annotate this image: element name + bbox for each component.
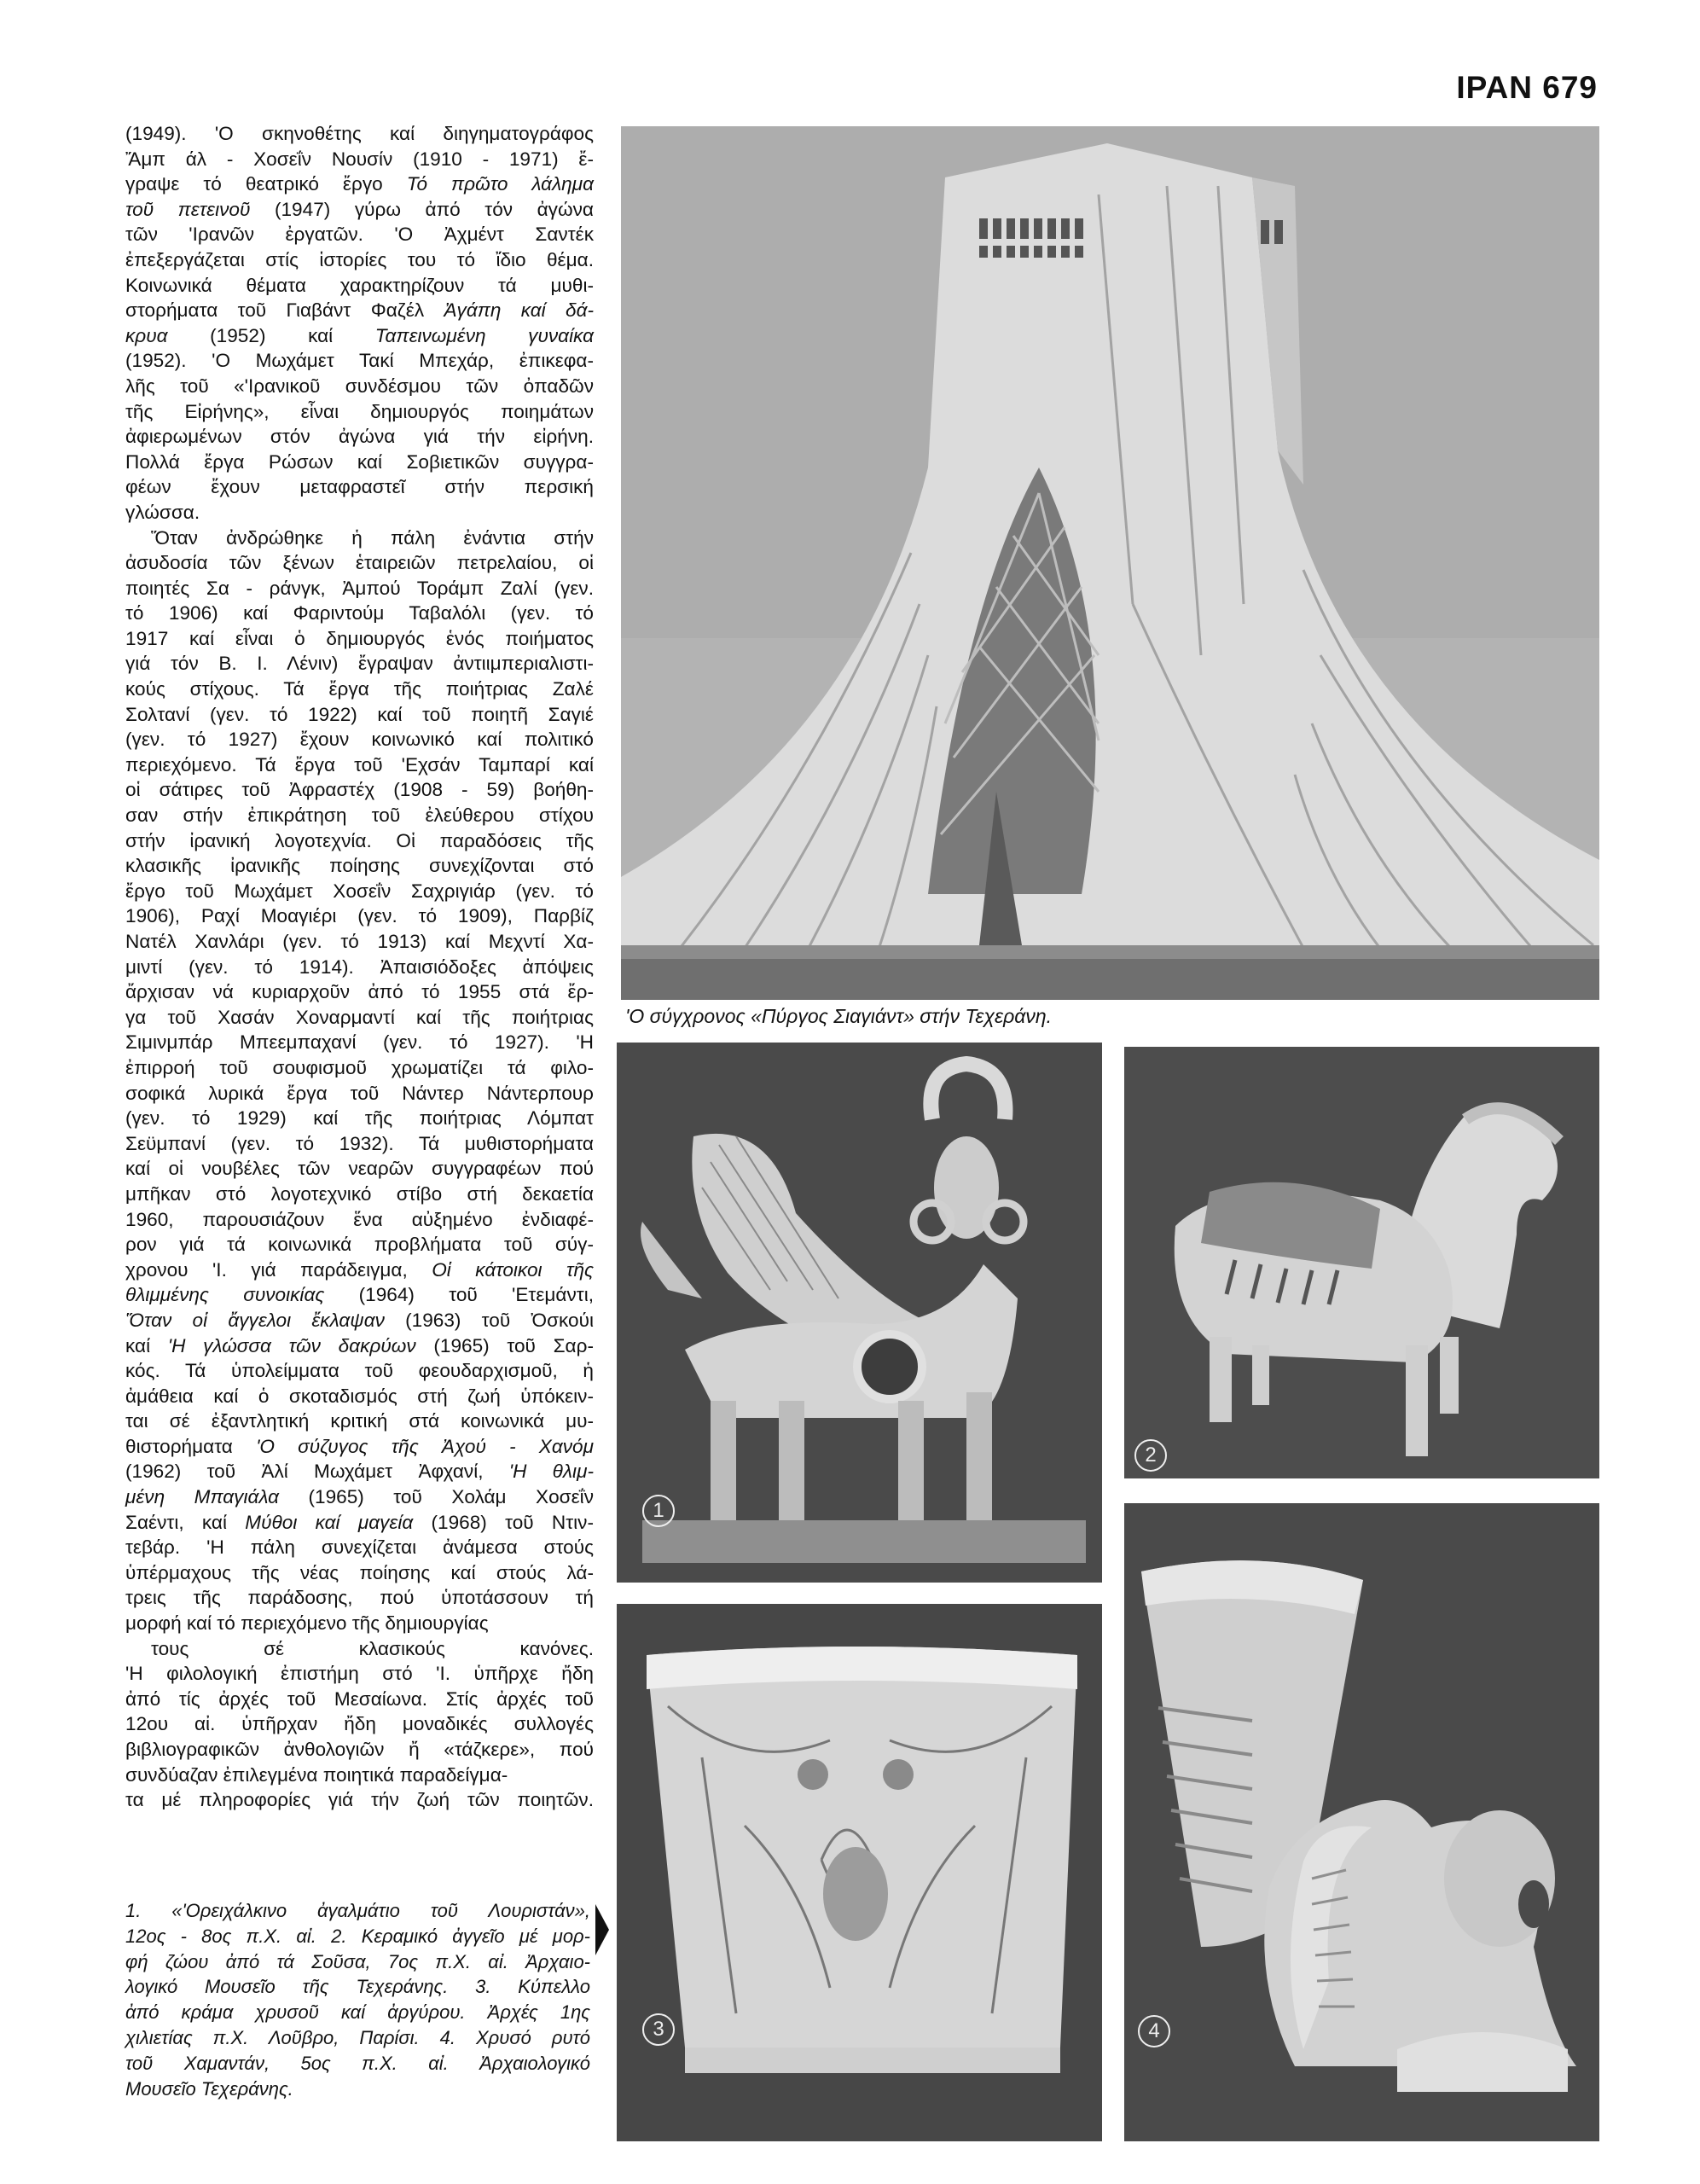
body-text-line: μπῆκαν στό λογοτεχνικό στίβο στή δεκαετία	[125, 1182, 594, 1205]
figure-number-badge: 3	[642, 2013, 675, 2046]
body-text-line: φέων ἔχουν μεταφραστεῖ στήν περσική	[125, 476, 594, 498]
body-text-line: Σαέντι, καί Μύθοι καί μαγεία (1968) τοῦ Ντιν-	[125, 1511, 594, 1533]
body-text-line: καί 'Η γλώσσα τῶν δακρύων (1965) τοῦ Σαρ-	[125, 1334, 594, 1356]
body-text-line: Κοινωνικά θέματα χαρακτηρίζουν τά μυθι-	[125, 274, 594, 296]
body-text-line: Ἄμπ άλ - Χοσεΐν Νουσίν (1910 - 1971) ἔ-	[125, 148, 594, 170]
body-text-line: ἀφιερωμένων στόν ἀγώνα γιά τήν εἰρήνη.	[125, 426, 594, 448]
body-text-line: Σολτανί (γεν. τό 1922) καί τοῦ ποιητῆ Σαγιέ	[125, 703, 594, 725]
main-photo-caption: 'Ο σύγχρονος «Πύργος Σιαγιάντ» στήν Τεχεράνη.	[625, 1005, 1053, 1027]
italic-title: 'Η θλιμ-	[508, 1461, 594, 1483]
body-text-line: τῆς Εἰρήνης», εἶναι δημιουργός ποιημάτων	[125, 400, 594, 422]
azadi-tower-photo	[621, 126, 1599, 1000]
body-text-line: κλασικῆς ἰρανικῆς ποίησης συνεχίζονται στό	[125, 855, 594, 877]
body-text-line: (γεν. τό 1929) καί τῆς ποιήτριας Λόμπατ	[125, 1107, 594, 1130]
body-text-line: σαν στήν ἐπικράτηση τοῦ ἐλεύθερου στίχου	[125, 804, 594, 827]
body-text-line: Σιμινμπάρ Μπεεμπαχανί (γεν. τό 1927). 'Η	[125, 1031, 594, 1054]
figure-1-bronze-bull-photo	[617, 1043, 1102, 1583]
body-text-line: γιά τόν Β. Ι. Λένιν) ἔγραψαν ἀντιιμπεριαλιστι-	[125, 653, 594, 675]
body-text-line: γλώσσα.	[125, 501, 200, 523]
body-text-line: (1949). 'Ο σκηνοθέτης καί διηγηματογράφος	[125, 123, 594, 144]
body-text-line: ἐπιρροή τοῦ σουφισμοῦ χρωματίζει τά φιλο-	[125, 1056, 594, 1078]
body-text-line: τεβάρ. 'Η πάλη συνεχίζεται ἀνάμεσα στούς	[125, 1536, 594, 1559]
body-text-line: τό 1906) καί Φαριντούμ Ταβαλόλι (γεν. τό	[125, 602, 594, 624]
body-text-line: 1960, παρουσιάζουν ἕνα αὐξημένο ἐνδιαφέ-	[125, 1208, 594, 1230]
body-text-line: χρονου 'Ι. γιά παράδειγμα, Οἱ κάτοικοι τῆς	[125, 1258, 594, 1281]
footnote-line: λογικό Μουσεῖο τῆς Τεχεράνης. 3. Κύπελλο	[125, 1976, 590, 1998]
body-text-line: ἀπό τίς ἀρχές τοῦ Μεσαίωνα. Στίς ἀρχές τοῦ	[125, 1687, 594, 1710]
body-text-line: στήν ἰρανική λογοτεχνία. Οἱ παραδόσεις τῆς	[125, 829, 594, 851]
body-text-line: μορφή καί τό περιεχόμενο τῆς δημιουργίας	[125, 1612, 489, 1635]
footnote-line: φή ζώου ἀπό τά Σοῦσα, 7ος π.Χ. αἰ. Ἀρχαιο-	[125, 1950, 590, 1972]
body-text-line: κούς στίχους. Τά ἔργα τῆς ποιήτριας Ζαλέ	[125, 678, 594, 700]
body-text-line: 'Η φιλολογική ἐπιστήμη στό 'Ι. ὑπῆρχε ἤδη	[125, 1663, 594, 1685]
page-header: IPAN 679	[1456, 70, 1598, 105]
body-text-line: τοῦ πετεινοῦ (1947) γύρω ἀπό τόν ἀγώνα	[125, 198, 594, 220]
figure-3-gold-cup-photo	[617, 1604, 1102, 2141]
body-text-line: περιεχόμενο. Τά ἔργα τοῦ 'Εχσάν Ταμπαρί καί	[125, 753, 594, 775]
footnote-line: 1. «'Ορειχάλκινο ἀγαλμάτιο τοῦ Λουριστάν»,	[125, 1900, 590, 1921]
body-text-line: κρυα (1952) καί Ταπεινωμένη γυναίκα	[125, 324, 594, 346]
italic-title: 'Ο σύζυγος τῆς Ἀχού - Χανόμ	[256, 1435, 594, 1457]
body-text-line: σοφικά λυρικά ἔργα τοῦ Νάντερ Νάντερπουρ	[125, 1082, 594, 1104]
body-text-line: συνδύαζαν ἐπιλεγμένα ποιητικά παραδείγμα-	[125, 1763, 508, 1786]
figure-footnote	[125, 1898, 590, 2101]
body-text-line: ρον γιά τά κοινωνικά προβλήματα τοῦ σύγ-	[125, 1234, 594, 1256]
body-text-line: βιβλιογραφικῶν ἀνθολογιῶν ἤ «τάζκερε», πού	[125, 1739, 594, 1760]
body-text-line: 1917 καί εἶναι ὁ δημιουργός ἑνός ποιήματος	[125, 627, 594, 649]
body-text-line: τῶν 'Ιρανῶν ἐργατῶν. 'Ο Ἀχμέντ Σαντέκ	[125, 224, 594, 246]
footnote-line: ἀπό κράμα χρυσοῦ καί ἀργύρου. Ἀρχές 1ης	[125, 2001, 590, 2024]
italic-title: θλιμμένης συνοικίας	[125, 1284, 325, 1306]
body-text-line: Σεϋμπανί (γεν. τό 1932). Τά μυθιστορήματα	[125, 1132, 594, 1154]
body-text-line: στορήματα τοῦ Γιαβάντ Φαζέλ Ἀγάπη καί δά-	[125, 299, 594, 322]
body-text-line: ὑπέρμαχους τῆς νέας ποίησης καί στούς λά-	[125, 1561, 594, 1583]
body-text-line: ποιητές Σα - ράνγκ, Ἀμπού Τοράμπ Ζαλί (γεν.	[125, 577, 594, 599]
body-text-line: θιστορήματα 'Ο σύζυγος τῆς Ἀχού - Χανόμ	[125, 1435, 594, 1457]
italic-title: Τό πρῶτο λάλημα	[406, 173, 594, 195]
article-body-column	[125, 121, 594, 1813]
body-text-line: τρεις τῆς παράδοσης, πού ὑποτάσσουν τή	[125, 1587, 594, 1609]
italic-title: Ταπεινωμένη γυναίκα	[374, 324, 594, 346]
body-text-line: μένη Μπαγιάλα (1965) τοῦ Χολάμ Χοσεΐν	[125, 1486, 595, 1508]
footnote-line: Μουσεῖο Τεχεράνης.	[125, 2077, 293, 2100]
continue-arrow-icon	[595, 1904, 609, 1955]
body-text-line: ἔργο τοῦ Μωχάμετ Χοσεΐν Σαχριγιάρ (γεν. τό	[125, 880, 594, 902]
body-text-line: γραψε τό θεατρικό ἔργο Τό πρῶτο λάλημα	[125, 173, 594, 195]
body-text-line: τους σέ κλασικούς κανόνες.	[151, 1637, 594, 1659]
body-text-line: Πολλά ἔργα Ρώσων καί Σοβιετικῶν συγγρα-	[125, 450, 594, 473]
footnote-line: 12ος - 8ος π.Χ. αἰ. 2. Κεραμικό ἀγγεῖο μέ μορ-	[125, 1925, 590, 1947]
italic-title: κρυα	[125, 324, 168, 346]
italic-title: μένη Μπαγιάλα	[125, 1486, 280, 1508]
body-text-line: ἄρχισαν νά κυριαρχοῦν ἀπό τό 1955 στά ἔρ-	[125, 981, 594, 1003]
body-text-line: 12ου αἰ. ὑπῆρχαν ἤδη μοναδικές συλλογές	[125, 1713, 594, 1735]
body-text-line: ται σέ ἐξαντλητική κριτική στά κοινωνικά μυ-	[125, 1410, 594, 1432]
body-text-line: 1906), Ραχί Μοαγιέρι (γεν. τό 1909), Παρβίζ	[125, 905, 594, 927]
italic-title: Ὅταν οἱ ἄγγελοι ἔκλαψαν	[125, 1309, 385, 1331]
italic-title: Οἱ κάτοικοι τῆς	[432, 1258, 594, 1281]
body-text-line: θλιμμένης συνοικίας (1964) τοῦ 'Ετεμάντι,	[125, 1284, 594, 1306]
body-text-line: Ὅταν ἀνδρώθηκε ἡ πάλη ἐνάντια στήν	[151, 526, 594, 549]
figure-4-gold-rhyton-photo	[1124, 1503, 1599, 2141]
figure-number-badge: 2	[1134, 1439, 1167, 1472]
italic-title: Ἀγάπη καί δά-	[444, 299, 594, 322]
italic-title: 'Η γλώσσα τῶν δακρύων	[167, 1334, 416, 1356]
body-text-line: (γεν. τό 1927) ἔχουν κοινωνικό καί πολιτικό	[125, 729, 594, 751]
body-text-line: κός. Τά ὑπολείμματα τοῦ φεουδαρχισμοῦ, ἡ	[125, 1360, 594, 1382]
body-text-line: ἐπεξεργάζεται στίς ἱστορίες του τό ἴδιο θέμα.	[125, 248, 594, 270]
body-text-line: μιντί (γεν. τό 1914). Ἀπαισιόδοξες ἀπόψεις	[125, 956, 594, 978]
body-text-line: λῆς τοῦ «'Ιρανικοῦ συνδέσμου τῶν ὀπαδῶν	[125, 375, 594, 397]
body-text-line: οἱ σάτιρες τοῦ Ἀφραστέχ (1908 - 59) βοήθη-	[125, 779, 594, 801]
body-text-line: ἀσυδοσία τῶν ξένων ἑταιρειῶν πετρελαίου, οἱ	[125, 552, 594, 574]
body-text-line: Νατέλ Χανλάρι (γεν. τό 1913) καί Μεχντί Χα-	[125, 931, 594, 952]
italic-title: τοῦ πετεινοῦ	[125, 198, 251, 220]
figure-number-badge: 1	[642, 1495, 675, 1527]
figure-2-ceramic-horse-photo	[1124, 1047, 1599, 1478]
footnote-line: χιλιετίας π.Χ. Λοῦβρο, Παρίσι. 4. Χρυσό ρυτό	[125, 2026, 590, 2048]
figure-number-badge: 4	[1138, 2015, 1170, 2048]
body-text-line: (1952). 'Ο Μωχάμετ Τακί Μπεχάρ, ἐπικεφα-	[125, 350, 594, 372]
body-text-line: (1962) τοῦ Ἀλί Μωχάμετ Ἀφχανί, 'Η θλιμ-	[125, 1461, 594, 1483]
body-text-line: τα μέ πληροφορίες γιά τήν ζωή τῶν ποιητῶν.	[125, 1789, 594, 1811]
body-text-line: γα τοῦ Χασάν Χοναρμαντί καί τῆς ποιήτριας	[125, 1006, 594, 1028]
body-text-line: Ὅταν οἱ ἄγγελοι ἔκλαψαν (1963) τοῦ Ὀσκούι	[125, 1309, 594, 1331]
italic-title: Μύθοι καί μαγεία	[245, 1511, 414, 1533]
body-text-line: ἀμάθεια καί ὁ σκοταδισμός στή ζωή ὑπόκειν-	[125, 1385, 594, 1407]
body-text-line: καί οἱ νουβέλες τῶν νεαρῶν συγγραφέων πού	[125, 1158, 594, 1180]
footnote-line: τοῦ Χαμαντάν, 5ος π.Χ. αἰ. Ἀρχαιολογικό	[125, 2052, 590, 2074]
